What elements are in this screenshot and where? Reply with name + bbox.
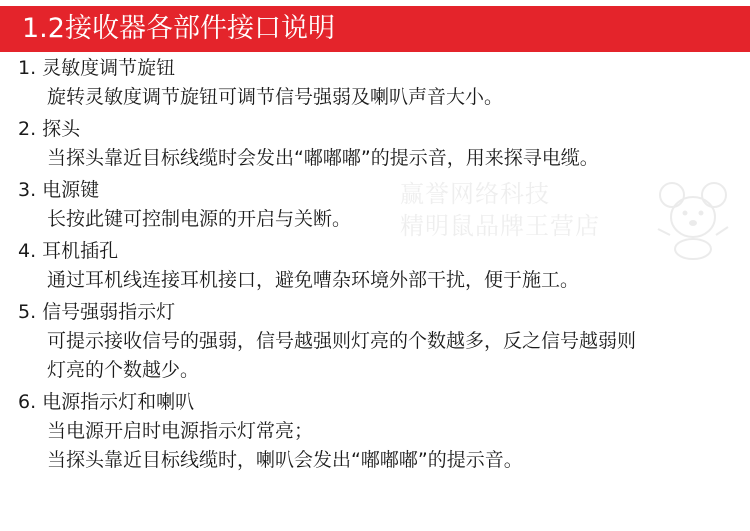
section-description bbox=[18, 205, 742, 234]
section-power-indicator-speaker bbox=[18, 388, 742, 475]
content-list bbox=[18, 54, 742, 478]
description-line: 当探头靠近目标线缆时会发出“嘟嘟嘟”的提示音，用来探寻电缆。 bbox=[47, 147, 599, 169]
description-line: 通过耳机线连接耳机接口，避免嘈杂环境外部干扰，便于施工。 bbox=[47, 269, 580, 291]
description-line: 灯亮的个数越少。 bbox=[47, 359, 200, 381]
description-line: 长按此键可控制电源的开启与关断。 bbox=[47, 208, 352, 230]
section-description bbox=[18, 266, 742, 295]
section-title: 3. 电源键 bbox=[18, 179, 100, 201]
section-title: 2. 探头 bbox=[18, 118, 81, 140]
description-line: 当探头靠近目标线缆时，喇叭会发出“嘟嘟嘟”的提示音。 bbox=[47, 449, 523, 471]
section-title: 4. 耳机插孔 bbox=[18, 240, 119, 262]
page-title: 1.2接收器各部件接口说明 bbox=[22, 13, 335, 44]
section-description bbox=[18, 327, 742, 385]
section-sensitivity-knob bbox=[18, 54, 742, 112]
watermark-text: 精明鼠品牌王营店 bbox=[400, 212, 600, 240]
section-description bbox=[18, 417, 742, 475]
description-line: 可提示接收信号的强弱，信号越强则灯亮的个数越多，反之信号越弱则 bbox=[47, 330, 637, 352]
section-signal-indicator bbox=[18, 298, 742, 385]
section-title: 6. 电源指示灯和喇叭 bbox=[18, 391, 195, 413]
description-line: 当电源开启时电源指示灯常亮； bbox=[47, 420, 314, 442]
description-line: 旋转灵敏度调节旋钮可调节信号强弱及喇叭声音大小。 bbox=[47, 86, 504, 108]
section-power-key bbox=[18, 176, 742, 234]
section-title: 1. 灵敏度调节旋钮 bbox=[18, 57, 176, 79]
section-probe bbox=[18, 115, 742, 173]
section-headphone-jack bbox=[18, 237, 742, 295]
watermark-text: 赢誉网络科技 bbox=[400, 180, 550, 208]
header-bar bbox=[0, 6, 750, 52]
section-description bbox=[18, 83, 742, 112]
section-description bbox=[18, 144, 742, 173]
section-title: 5. 信号强弱指示灯 bbox=[18, 301, 176, 323]
